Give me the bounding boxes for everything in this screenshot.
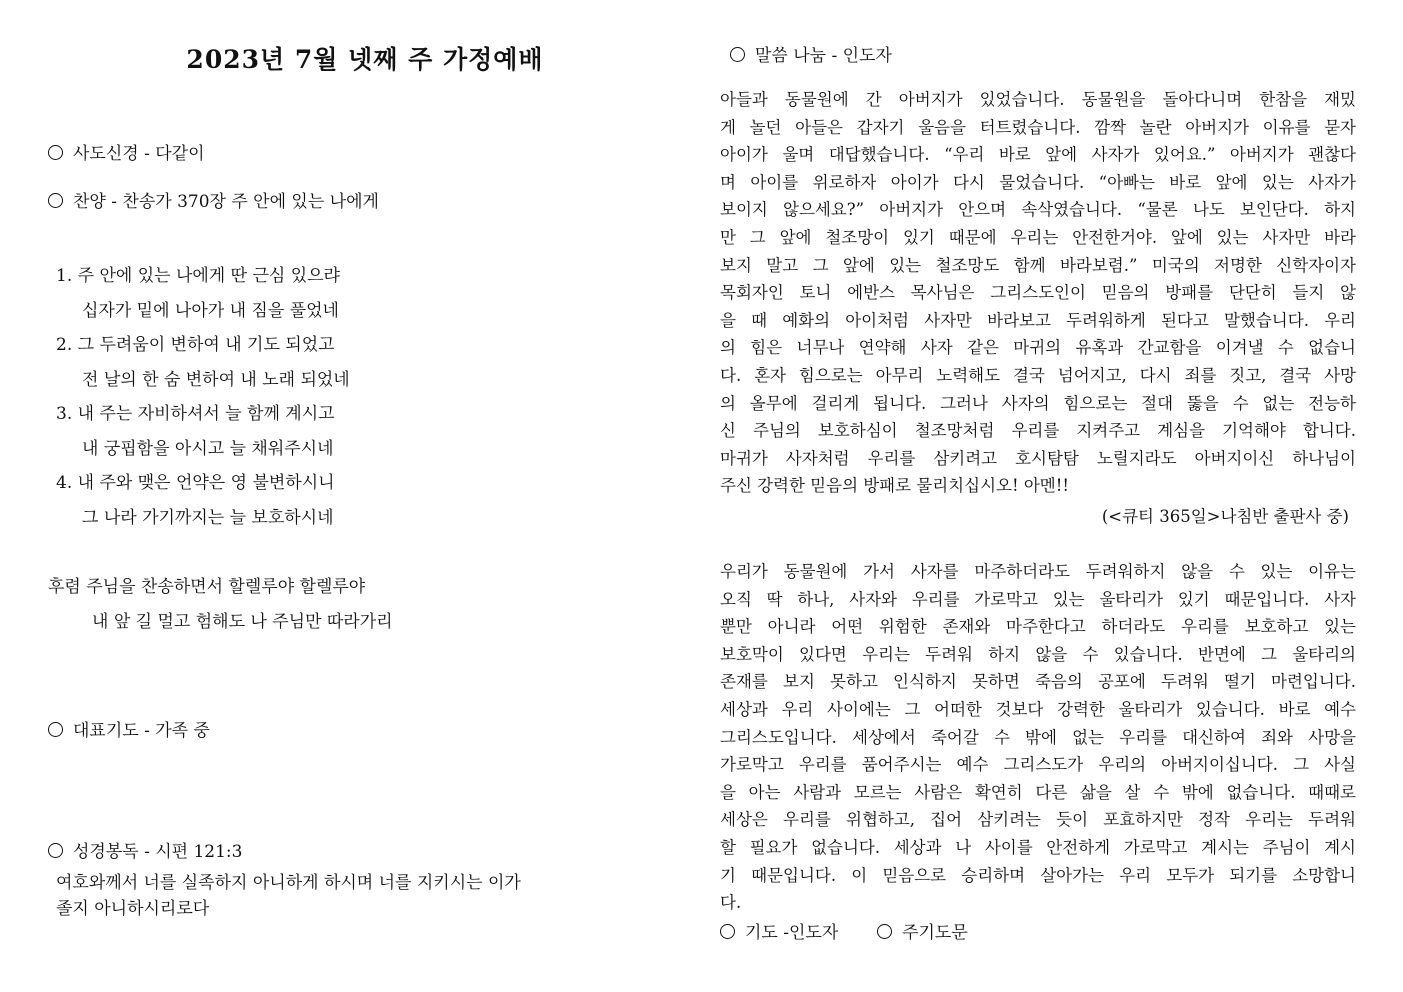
refrain-line: 내 앞 길 멀고 험해도 나 주님만 따라가리 (92, 612, 393, 632)
circle-bullet-icon (730, 47, 745, 62)
hymn-verse-line: 2. 그 두려움이 변하여 내 기도 되었고 (56, 335, 335, 355)
circle-bullet-icon (48, 145, 63, 160)
paragraph-line: 그리스도입니다. 세상에서 죽어갈 수 밖에 없는 우리를 대신하여 죄와 사망을 (720, 727, 1356, 747)
hymn-verse-line: 4. 내 주와 맺은 언약은 영 불변하시니 (56, 473, 335, 493)
paragraph-line: 보호막이 있다면 우리는 두려워 하지 않을 수 있습니다. 반면에 그 울타리의 (720, 644, 1356, 664)
paragraph-line: 마귀가 사자처럼 우리를 삼키려고 호시탐탐 노릴지라도 아버지이신 하나님이 (720, 448, 1356, 468)
paragraph-line: 의 힘은 너무나 연약해 사자 같은 마귀의 유혹과 간교함을 이겨낼 수 없습니 (720, 338, 1356, 358)
paragraph-line: 아들과 동물원에 간 아버지가 있었습니다. 동물원을 돌아다니며 한참을 재밌 (720, 90, 1356, 109)
paragraph-line: 을 때 예화의 아이처럼 사자만 바라보고 두려워하게 된다고 말했습니다. 우리 (720, 310, 1356, 330)
hymn-verse-line: 십자가 밑에 나아가 내 짐을 풀었네 (82, 301, 339, 321)
source-citation: (<큐티 365일>나침반 출판사 중) (1101, 507, 1349, 526)
hymn-verse-line: 3. 내 주는 자비하셔서 늘 함께 계시고 (56, 404, 335, 424)
paragraph-line: 아이가 울며 대답했습니다. “우리 바로 앞에 사자가 있어요.” 아버지가 괜찮다 (720, 145, 1356, 165)
reading-label: 성경봉독 - 시편 121:3 (73, 842, 243, 862)
paragraph-line: 가로막고 우리를 품어주시는 예수 그리스도가 우리의 아버지이십니다. 그 사실 (720, 755, 1356, 775)
prayer-item (48, 717, 210, 745)
hymn-verse-line: 1. 주 안에 있는 나에게 딴 근심 있으랴 (56, 266, 340, 286)
paragraph-line: 오직 딱 하나, 사자와 우리를 가로막고 있는 울타리가 있기 때문입니다. 사자 (720, 589, 1356, 609)
circle-bullet-icon (720, 924, 735, 939)
hymn-item (48, 188, 379, 216)
paragraph-line: 세상은 우리를 위협하고, 집어 삼키려는 듯이 포효하지만 정작 우리는 두려워 (720, 810, 1356, 830)
circle-bullet-icon (877, 924, 892, 939)
closing-prayer-label: 기도 -인도자 (745, 923, 839, 943)
sermon-heading-label: 말씀 나눔 - 인도자 (755, 46, 892, 66)
paragraph-line: 뿐만 아니라 어떤 위험한 존재와 마주한다고 하더라도 우리를 보호하고 있는 (720, 617, 1356, 637)
circle-bullet-icon (48, 843, 63, 858)
lords-prayer-label: 주기도문 (902, 923, 968, 943)
paragraph-line: 다. (720, 893, 742, 913)
paragraph-line: 신 주님의 보호하심이 철조망처럼 우리를 지켜주고 계심을 기억해야 합니다. (720, 421, 1356, 441)
reflection-paragraph (720, 558, 1356, 917)
refrain-line: 후렴 주님을 찬송하면서 할렐루야 할렐루야 (48, 577, 366, 597)
scripture-line: 여호와께서 너를 실족하지 아니하게 하시며 너를 지키시는 이가 (56, 873, 521, 893)
paragraph-line: 존재를 보지 못하고 인식하지 못하면 죽음의 공포에 두려워 떨기 마련입니다. (720, 672, 1356, 692)
creed-item (48, 140, 205, 168)
paragraph-line: 할 필요가 없습니다. 세상과 나 사이를 안전하게 가로막고 계시는 주님이 계시 (720, 837, 1356, 857)
story-paragraph (720, 86, 1356, 500)
paragraph-line: 주신 강력한 믿음의 방패로 물리치십시오! 아멘!! (720, 476, 1069, 496)
reading-item (48, 838, 242, 866)
paragraph-line: 보지 말고 그 앞에 있는 철조망도 함께 바라보렴.” 미국의 저명한 신학자이자 (720, 255, 1356, 275)
sermon-heading (730, 42, 892, 70)
creed-label: 사도신경 - 다같이 (73, 144, 205, 164)
hymn-label: 찬양 - 찬송가 370장 주 안에 있는 나에게 (73, 192, 379, 212)
circle-bullet-icon (48, 193, 63, 208)
paragraph-line: 을 아는 사람과 모르는 사람은 확연히 다른 삶을 살 수 밖에 없습니다. 때때로 (720, 782, 1356, 802)
hymn-verse-line: 전 날의 한 숨 변하여 내 노래 되었네 (82, 370, 350, 390)
scripture-line: 졸지 아니하시리로다 (56, 899, 210, 919)
circle-bullet-icon (48, 722, 63, 737)
paragraph-line: 만 그 앞에 철조망이 있기 때문에 우리는 안전한거야. 앞에 있는 사자만 바라 (720, 227, 1356, 247)
hymn-verse-line: 내 궁핍함을 아시고 늘 채워주시네 (82, 439, 334, 459)
paragraph-line: 다. 혼자 힘으로는 아무리 노력해도 결국 넘어지고, 다시 죄를 짓고, 결국 사망 (720, 365, 1356, 385)
paragraph-line: 보이지 않으세요?” 아버지가 안으며 속삭였습니다. “물론 나도 보인단다. 하지 (720, 200, 1356, 220)
prayer-label: 대표기도 - 가족 중 (73, 721, 210, 741)
paragraph-line: 우리가 동물원에 가서 사자를 마주하더라도 두려워하지 않을 수 있는 이유는 (720, 562, 1356, 581)
paragraph-line: 며 아이를 위로하자 아이가 다시 물었습니다. “아빠는 바로 앞에 있는 사자가 (720, 172, 1356, 192)
closing-items (720, 919, 968, 947)
page-title: 2023년 7월 넷째 주 가정예배 (186, 45, 544, 74)
paragraph-line: 목회자인 토니 에반스 목사님은 그리스도인이 믿음의 방패를 단단히 들지 않 (720, 283, 1356, 303)
paragraph-line: 게 놀던 아들은 갑자기 울음을 터트렸습니다. 깜짝 놀란 아버지가 이유를 묻자 (720, 117, 1356, 137)
hymn-verse-line: 그 나라 가기까지는 늘 보호하시네 (82, 508, 334, 528)
paragraph-line: 의 올무에 걸리게 됩니다. 그러나 사자의 힘으로는 절대 뚫을 수 없는 전능하 (720, 393, 1356, 413)
paragraph-line: 기 때문입니다. 이 믿음으로 승리하며 살아가는 우리 모두가 되기를 소망합니 (720, 865, 1356, 885)
paragraph-line: 세상과 우리 사이에는 그 어떠한 것보다 강력한 울타리가 있습니다. 바로 예수 (720, 699, 1356, 719)
